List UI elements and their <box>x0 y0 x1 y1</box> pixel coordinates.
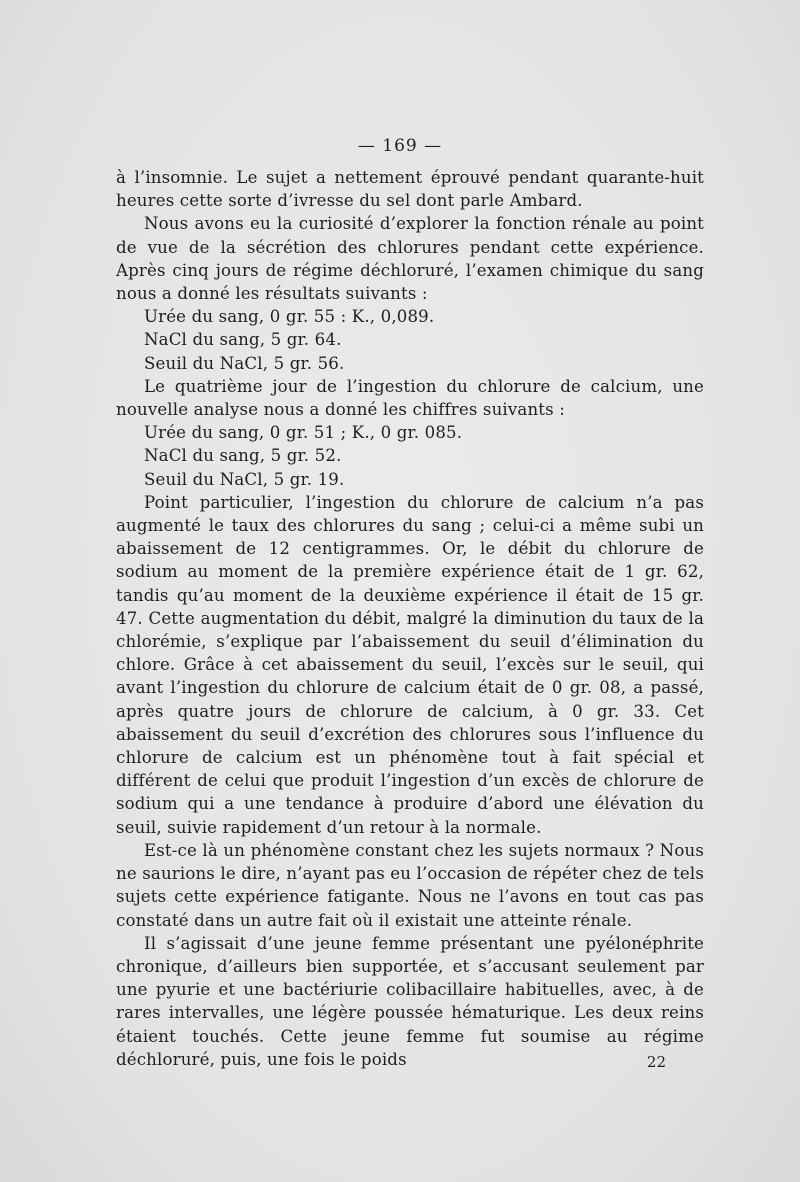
page-number: — 169 — <box>357 136 443 156</box>
paragraph-6: Il s’agissait d’une jeune femme présentant une pyélonéphrite chronique, d’ailleurs bien supportée, et s’accusant seulement par une pyurie et une bactériurie colibacillaire habituelles, avec, à de rares intervalles, une légère poussée hématurique. Les deux reins étaient touchés. Cette jeune femme fut soumise au régime déchloruré, puis, une fois le poids <box>116 933 704 1069</box>
paragraph-3: Le quatrième jour de l’ingestion du chlorure de calcium, une nouvelle analyse nous a donné les chiffres suivants : <box>116 376 704 420</box>
paragraph-1: à l’insomnie. Le sujet a nettement éprouvé pendant quarante-huit heures cette sorte d’ivresse du sel dont parle Ambard. <box>116 168 704 211</box>
result-nacl-2: NaCl du sang, 5 gr. 52. <box>144 446 342 466</box>
signature-mark: 22 <box>646 1053 666 1071</box>
result-nacl-1: NaCl du sang, 5 gr. 64. <box>144 330 342 350</box>
result-seuil-1: Seuil du NaCl, 5 gr. 56. <box>144 353 345 373</box>
result-seuil-2: Seuil du NaCl, 5 gr. 19. <box>144 469 345 489</box>
paragraph-2: Nous avons eu la curiosité d’explorer la fonction rénale au point de vue de la sécrétion des chlorures pendant cette expérience. Après cinq jours de régime déchloruré, l’examen chimique du sang nous a donné les résultats suivants : <box>116 214 704 304</box>
result-uree-2: Urée du sang, 0 gr. 51 ; K., 0 gr. 085. <box>144 423 463 443</box>
paragraph-5: Est-ce là un phénomène constant chez les sujets normaux ? Nous ne saurions le dire, n’ayant pas eu l’occasion de répéter chez de tels sujets cette expérience fatigante. Nous ne l’avons en tout cas pas constaté dans un autre fait où il existait une atteinte rénale. <box>116 840 704 930</box>
result-uree-1: Urée du sang, 0 gr. 55 : K., 0,089. <box>144 307 435 327</box>
body-text <box>116 166 704 1071</box>
paragraph-4: Point particulier, l’ingestion du chlorure de calcium n’a pas augmenté le taux des chlorures du sang ; celui-ci a même subi un abaissement de 12 centigrammes. Or, le débit du chlorure de sodium au moment de la première expérience était de 1 gr. 62, tandis qu’au moment de la deuxième expérience il était de 15 gr. 47. Cette augmentation du débit, malgré la diminution du taux de la chlorémie, s’explique par l’abaissement du seuil d’élimination du chlore. Grâce à cet abaissement du seuil, l’excès sur le seuil, qui avant l’ingestion du chlorure de calcium était de 0 gr. 08, a passé, après quatre jours de chlorure de calcium, à 0 gr. 33. Cet abaissement du seuil d’excrétion des chlorures sous l’influence du chlorure de calcium est un phénomène tout à fait spécial et différent de celui que produit l’ingestion d’un excès de chlorure de sodium qui a une tendance à produire d’abord une élévation du seuil, suivie rapidement d’un retour à la normale. <box>116 492 704 837</box>
